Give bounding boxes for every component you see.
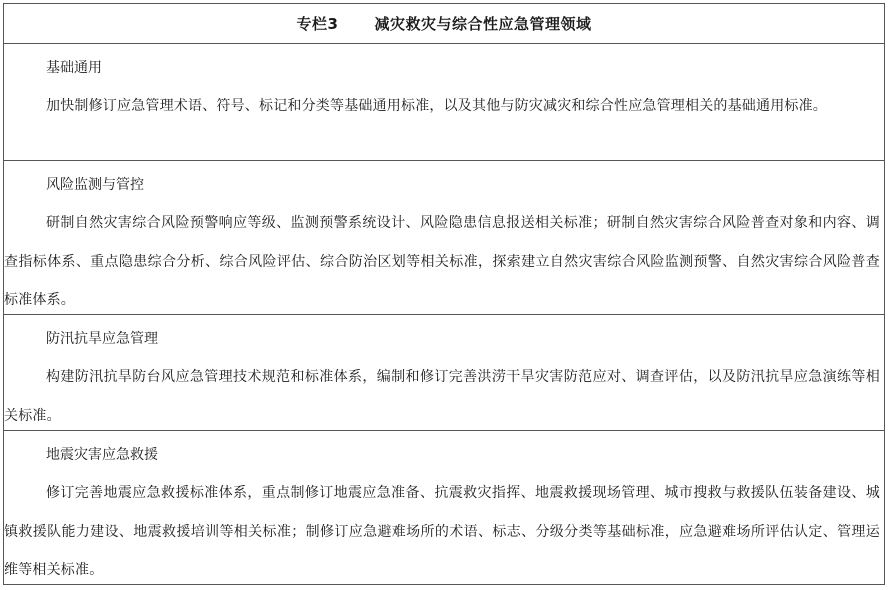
section-flood-drought <box>4 315 884 431</box>
section-body: 修订完善地震应急救援标准体系，重点制修订地震应急准备、抗震救灾指挥、地震救援现场管理、城市搜救与救援队伍装备建设、城镇救援队能力建设、地震救援培训等相关标准；制修订应急避难场所的术语、标志、分级分类等基础标准，应急避难场所评估认定、管理运维等相关标准。 <box>4 485 880 578</box>
section-body: 构建防汛抗旱防台风应急管理技术规范和标准体系，编制和修订完善洪涝干旱灾害防范应对、调查评估，以及防汛抗旱应急演练等相关标准。 <box>4 369 880 424</box>
section-risk-monitoring <box>4 161 884 315</box>
section-title: 风险监测与管控 <box>46 177 144 193</box>
section-title: 基础通用 <box>46 60 102 76</box>
box-label: 专栏3 <box>296 15 339 33</box>
column-box <box>3 3 885 585</box>
section-body: 加快制修订应急管理术语、符号、标记和分类等基础通用标准，以及其他与防灾减灾和综合性应急管理相关的基础通用标准。 <box>46 98 827 114</box>
section-body: 研制自然灾害综合风险预警响应等级、监测预警系统设计、风险隐患信息报送相关标准；研制自然灾害综合风险普查对象和内容、调查指标体系、重点隐患综合分析、综合风险评估、综合防治区划等相关标准，探索建立自然灾害综合风险监测预警、自然灾害综合风险普查标准体系。 <box>4 215 880 308</box>
section-basic-general <box>4 44 884 161</box>
section-earthquake-rescue <box>4 431 884 585</box>
section-title: 防汛抗旱应急管理 <box>46 331 158 347</box>
box-title: 减灾救灾与综合性应急管理领域 <box>374 15 592 33</box>
section-title: 地震灾害应急救援 <box>46 447 158 463</box>
box-header <box>4 4 884 44</box>
